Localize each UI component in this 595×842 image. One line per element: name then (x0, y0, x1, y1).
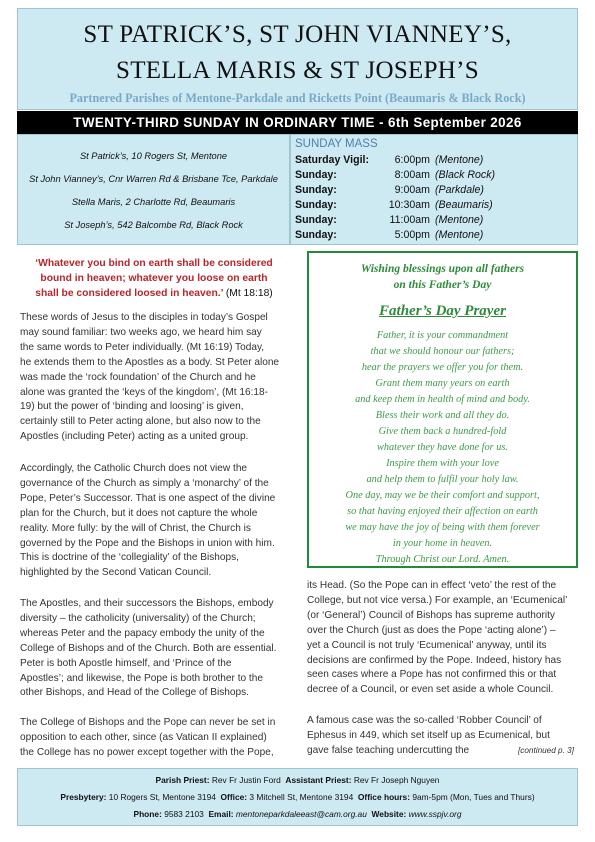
parish-contact-footer (17, 768, 578, 826)
mass-time: 9:00am (394, 184, 430, 196)
prayer-line: so that having enjoyed their affection on earth (347, 506, 538, 517)
footer-address-line (18, 792, 577, 802)
prayer-line: whatever they have done for us. (377, 442, 508, 453)
footer-label: Office hours: (357, 792, 411, 802)
parish-priest-name: Rev Fr Justin Ford (211, 775, 281, 785)
text-line: highlighted by the Second Vatican Council. (20, 567, 212, 579)
article-paragraph (20, 597, 290, 701)
text-line: The College of Bishops and the Pope can never be set in (20, 717, 276, 728)
text-line: Peter is both Apostle himself, and ‘Prince of the (20, 657, 232, 669)
sunday-banner: TWENTY-THIRD SUNDAY IN ORDINARY TIME - 6th September 2026 (17, 111, 578, 134)
church-address: St Patrick’s, 10 Rogers St, Mentone (79, 151, 228, 161)
text-line: decree of a Council, or even set aside a whole Council. (307, 684, 554, 696)
article-paragraph (20, 462, 290, 581)
parish-title-line1: ST PATRICK’S, ST JOHN VIANNEY’S, (83, 21, 512, 48)
mass-row (295, 169, 575, 183)
text-line: Accordingly, the Catholic Church does not view the (20, 463, 248, 474)
text-line: over the Church (just as does the Pope ‘acting alone’) – (307, 624, 556, 636)
text-line: yet a Council is not truly ‘Ecumenical’ anyway, until its (307, 639, 547, 651)
footer-label: Assistant Priest: (285, 775, 352, 785)
mass-time: 10:30am (388, 199, 430, 211)
prayer-line: hear the prayers we offer you for them. (361, 362, 524, 373)
text-line: governed by the Pope and the Bishops in union with him. (20, 537, 275, 549)
footer-label: Phone: (133, 809, 162, 819)
text-line: other Bishops, and Head of the College of Bishops. (20, 687, 249, 699)
text-line: opposition to each other, since (as Vatican II explained) (20, 731, 267, 743)
prayer-line: One day, may we be their comfort and support, (345, 490, 540, 501)
prayer-line: Bless their work and all they do. (375, 410, 510, 421)
text-line: These words of Jesus to the disciples in today’s Gospel (20, 312, 268, 323)
text-line-with-continuation (307, 744, 578, 759)
prayer-line: that we should honour our fathers; (370, 346, 515, 357)
mass-row (295, 214, 575, 228)
footer-label: Presbytery: (60, 792, 107, 802)
text-line: College of Bishops and of the Church. Both are essential. (20, 642, 277, 654)
footer-contact-line (18, 809, 577, 819)
quote-line: bound in heaven; whatever you loose on earth (40, 273, 268, 284)
phone-number: 9583 2103 (164, 809, 204, 819)
fathers-day-prayer-box (307, 251, 578, 568)
text-line: College, but not vice versa.) For example, an ‘Ecumenical’ (307, 594, 568, 606)
church-addresses (17, 134, 290, 245)
text-line: gave false teaching undercutting the (307, 744, 470, 756)
article-paragraph (307, 579, 578, 698)
mass-day: Sunday: (295, 184, 337, 196)
text-line: the College has no power except together with the Pope, (20, 746, 274, 758)
quote-line: shall be considered loosed in heaven.’ (35, 288, 223, 299)
mass-row (295, 199, 575, 213)
mass-location: (Mentone) (435, 229, 484, 241)
mass-day: Sunday: (295, 199, 337, 211)
mass-location: (Mentone) (435, 214, 484, 226)
text-line: its Head. (So the Pope can in effect ‘veto’ the rest of the (307, 580, 557, 591)
mass-time: 8:00am (394, 169, 430, 181)
text-line: reality. More fully: by the will of Christ, the Church is (20, 522, 251, 534)
quote-line: ‘Whatever you bind on earth shall be considered (35, 258, 273, 269)
mass-location: (Parkdale) (435, 184, 484, 196)
prayer-line: and help them to fulfil your holy law. (366, 474, 519, 485)
prayer-greeting: Wishing blessings upon all fathers (360, 263, 525, 275)
text-line: Pope, Peter’s Successor. That is one aspect of the divine (20, 492, 276, 504)
mass-location: (Black Rock) (435, 169, 496, 181)
footer-label: Parish Priest: (155, 775, 210, 785)
text-line: certainly still to Peter acting alone, but also now to the (20, 416, 261, 428)
text-line: was made the ‘rock foundation’ of the Church and he (20, 371, 256, 383)
footer-clergy-line (18, 775, 577, 785)
text-line: Apostles (including Peter) acting as a united group. (20, 431, 249, 443)
footer-label: Office: (220, 792, 248, 802)
footer-label: Website: (371, 809, 407, 819)
footer-label: Email: (208, 809, 234, 819)
text-line: governance of the Church as simply a ‘monarchy’ of the (20, 477, 269, 489)
assistant-priest-name: Rev Fr Joseph Nguyen (353, 775, 440, 785)
prayer-line: Father, it is your commandment (376, 330, 509, 341)
church-address: Stella Maris, 2 Charlotte Rd, Beaumaris (71, 197, 236, 207)
office-address: 3 Mitchell St, Mentone 3194 (249, 792, 354, 802)
website-link[interactable]: www.sspjv.org (408, 809, 462, 819)
prayer-greeting: on this Father’s Day (393, 279, 492, 291)
text-line: diversity – the catholicity (universality) of the Church; (20, 612, 256, 624)
parish-title-line2: STELLA MARIS & ST JOSEPH’S (116, 57, 479, 84)
prayer-line: we may have the joy of being with them forever (345, 522, 540, 533)
mass-day: Sunday: (295, 169, 337, 181)
prayer-line: Inspire them with your love (386, 458, 499, 469)
mass-time: 11:00am (389, 214, 430, 226)
office-hours: 9am-5pm (Mon, Tues and Thurs) (412, 792, 535, 802)
text-line: seen cases where a Pope has not confirmed this or that (307, 669, 557, 681)
text-line: (or ‘General’) Council of Bishops has supreme authority (307, 609, 555, 621)
text-line: alone was granted the ‘keys of the kingdom’, (Mt 16:18- (20, 386, 268, 398)
prayer-title: Father’s Day Prayer (379, 303, 506, 319)
parish-subtitle: Partnered Parishes of Mentone-Parkdale and Ricketts Point (Beaumaris & Black Rock) (69, 91, 526, 105)
article-paragraph (20, 311, 290, 445)
gospel-quote (24, 256, 284, 301)
masthead (17, 8, 578, 110)
mass-location: (Beaumaris) (435, 199, 493, 211)
text-line: A famous case was the so-called ‘Robber Council’ of (307, 715, 542, 726)
continued-note: [continued p. 3] (518, 745, 574, 755)
mass-times (290, 134, 578, 245)
text-line: 19) but the power of ‘binding and loosing’ is given, (20, 401, 244, 413)
prayer-line: Give them back a hundred-fold (378, 426, 507, 437)
mass-day: Saturday Vigil: (295, 154, 369, 166)
mass-time: 5:00pm (394, 229, 430, 241)
text-line: the same words to Peter individually. (Mt 16:19) Today, (20, 341, 265, 353)
article-paragraph (307, 714, 578, 759)
prayer-line: in your home in heaven. (392, 538, 493, 549)
mass-times-title: SUNDAY MASS (295, 138, 378, 150)
text-line: he extends them to the Apostles as a body. St Peter alone (20, 356, 280, 368)
article-paragraph (20, 716, 290, 761)
text-line: This is doctrine of the ‘collegiality’ of the Bishops, (20, 552, 239, 564)
church-address: St John Vianney’s, Cnr Warren Rd & Brisbane Tce, Parkdale (29, 174, 278, 184)
text-line: may sound familiar: two weeks ago, we heard him say (20, 326, 262, 338)
text-line: plan for the Church, but it does not capture the whole (20, 507, 258, 519)
mass-row (295, 229, 575, 243)
text-line: The Apostles, and their successors the Bishops, embody (20, 598, 274, 609)
presbytery-address: 10 Rogers St, Mentone 3194 (108, 792, 216, 802)
mass-day: Sunday: (295, 229, 337, 241)
email-link[interactable]: mentoneparkdaleeast@cam.org.au (235, 809, 367, 819)
text-line: Apostles’; and likewise, the Pope is both brother to the (20, 672, 263, 684)
prayer-line: Grant them many years on earth (375, 378, 510, 389)
prayer-line: and keep them in health of mind and body. (355, 394, 530, 405)
text-line: whereas Peter and the papacy embody the unity of the (20, 627, 265, 639)
quote-reference: (Mt 18:18) (225, 288, 273, 299)
mass-row (295, 184, 575, 198)
church-address: St Joseph’s, 542 Balcombe Rd, Black Rock (64, 220, 243, 230)
quote-line-final (24, 286, 284, 301)
mass-row (295, 154, 575, 168)
text-line: Ephesus in 449, which set itself up as Ecumenical, but (307, 729, 550, 741)
text-line: decisions are confirmed by the Pope. Indeed, history has (307, 654, 562, 666)
mass-time: 6:00pm (394, 154, 430, 166)
mass-day: Sunday: (295, 214, 337, 226)
mass-location: (Mentone) (435, 154, 484, 166)
prayer-line: Through Christ our Lord. Amen. (375, 554, 510, 565)
